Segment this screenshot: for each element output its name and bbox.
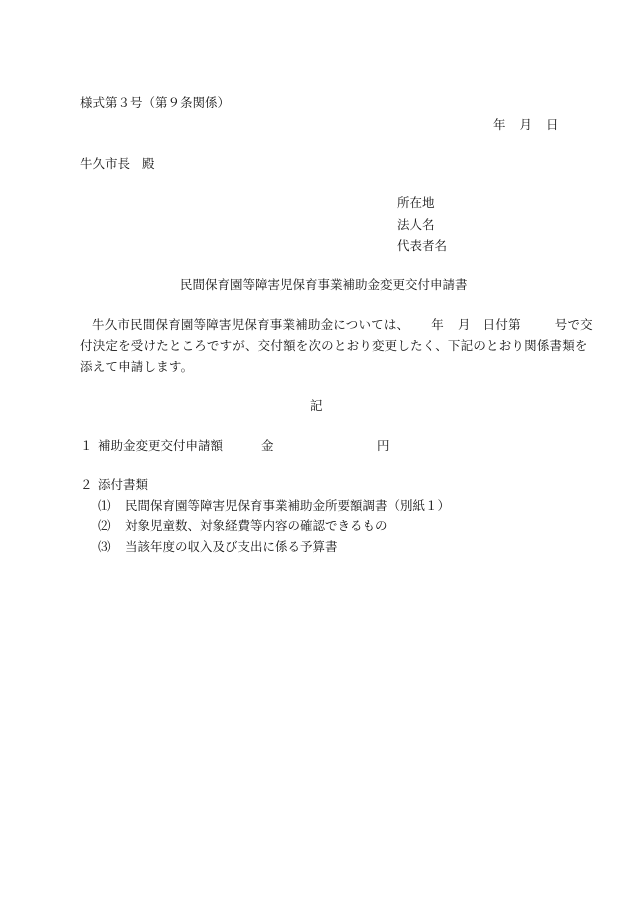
- attachment-2-num: ⑵: [98, 518, 111, 533]
- body-line-3: 添えて申請します。: [80, 359, 194, 374]
- body-day: 日付第: [482, 317, 521, 332]
- date-line: [493, 119, 559, 132]
- body-line-1: [92, 319, 593, 332]
- body-line-2: 付決定を受けたところですが、交付額を次のとおり変更したく、下記のとおり関係書類を: [80, 338, 588, 353]
- body-number: 号で交: [554, 317, 593, 332]
- attachment-3-text: 当該年度の収入及び支出に係る予算書: [125, 539, 338, 554]
- item1-number: １: [80, 438, 93, 453]
- addressee-name: 牛久市長: [80, 156, 131, 171]
- body-year: 年: [431, 317, 444, 332]
- item2-label: 添付書類: [98, 477, 149, 492]
- representative-label: 代表者名: [397, 238, 448, 253]
- address-label: 所在地: [397, 195, 435, 210]
- form-number: 様式第３号（第９条関係）: [80, 95, 231, 110]
- document-title: 民間保育園等障害児保育事業補助金変更交付申請書: [180, 277, 468, 292]
- corporation-label: 法人名: [397, 217, 435, 232]
- attachment-1-num: ⑴: [98, 498, 111, 513]
- addressee: [80, 158, 155, 171]
- attachment-3-num: ⑶: [98, 539, 111, 554]
- date-day-label: 日: [546, 117, 559, 132]
- body-month: 月: [457, 317, 471, 332]
- addressee-honorific: 殿: [142, 156, 155, 171]
- date-year-label: 年: [493, 117, 506, 132]
- ki-heading: 記: [310, 398, 323, 413]
- attachment-2-text: 対象児童数、対象経費等内容の確認できるもの: [125, 518, 388, 533]
- item1-label: 補助金変更交付申請額: [98, 438, 224, 453]
- date-month-label: 月: [519, 117, 533, 132]
- attachment-1-text: 民間保育園等障害児保育事業補助金所要額調書（別紙１）: [125, 498, 451, 513]
- body-line-1-text: 牛久市民間保育園等障害児保育事業補助金については、: [92, 317, 410, 332]
- item2-number: ２: [80, 477, 93, 492]
- item1-yen: 円: [377, 438, 390, 453]
- item1-kin: 金: [261, 438, 274, 453]
